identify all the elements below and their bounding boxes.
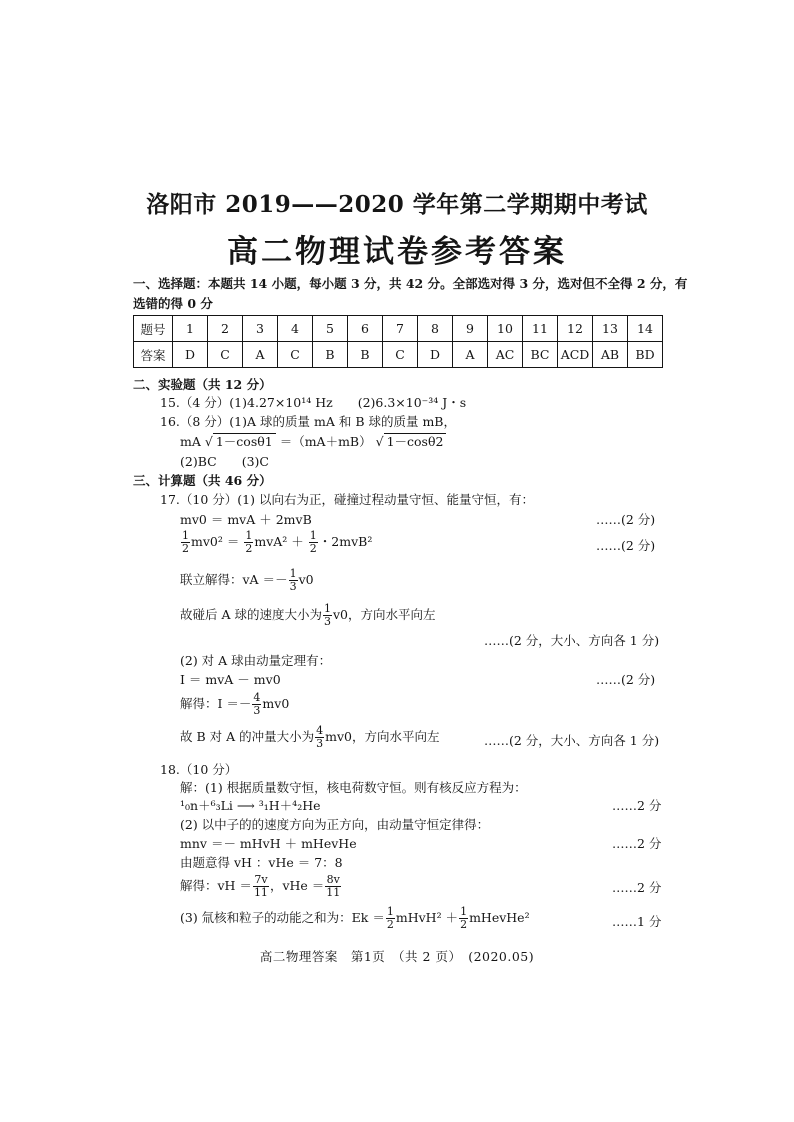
table-cell: 12 [558, 316, 593, 342]
table-cell: 5 [313, 316, 348, 342]
table-cell: 7 [383, 316, 418, 342]
table-cell: ACD [558, 342, 593, 368]
fraction: $\frac{4}{3}$ [253, 691, 261, 717]
q17-conclusion: 故碰后 A 球的速度大小为 $\frac{1}{3}$ v0，方向水平向左 [180, 602, 436, 628]
fraction: $\frac{1}{2}$ [245, 529, 253, 555]
table-cell: 9 [453, 316, 488, 342]
score-mark: ……(2 分) [596, 672, 656, 687]
section1-heading-line2: 选错的得 0 分 [133, 296, 213, 311]
q17-eq3: I ＝ mvA － mv0 [180, 672, 281, 687]
table-cell: 13 [593, 316, 628, 342]
q18-part2: (2) 以中子的的速度方向为正方向，由动量守恒定律得： [180, 817, 490, 832]
table-cell: D [173, 342, 208, 368]
section2-heading: 二、实验题（共 12 分） [133, 377, 272, 392]
fraction: $\frac{7v}{11}$ [253, 873, 268, 899]
score-mark: ……(2 分) [596, 538, 656, 553]
score-mark: ……2 分 [612, 880, 662, 895]
table-cell: 8 [418, 316, 453, 342]
q16-line3: (2)BC (3)C [180, 454, 269, 469]
table-cell: C [383, 342, 418, 368]
table-cell: A [243, 342, 278, 368]
fraction: $\frac{1}{2}$ [386, 905, 394, 931]
table-cell: 4 [278, 316, 313, 342]
table-cell: B [348, 342, 383, 368]
table-cell: 1 [173, 316, 208, 342]
answer-table [133, 315, 663, 368]
table-cell: C [278, 342, 313, 368]
section1-heading-line1: 一、选择题：本题共 14 小题，每小题 3 分，共 42 分。全部选对得 3 分，选对但不全得 2 分，有 [133, 276, 688, 291]
q17-eq2: $\frac{1}{2}$ mv0² ＝ $\frac{1}{2}$ mvA² ＋ $\frac{1}{2}$ ・2mvB² [182, 529, 373, 555]
exam-title: 洛阳市 2019——2020 学年第二学期期中考试 [146, 191, 648, 218]
q15-answer: 15.（4 分）(1)4.27×10¹⁴ Hz (2)6.3×10⁻³⁴ J・s [160, 395, 467, 410]
table-cell: B [313, 342, 348, 368]
table-cell: 11 [523, 316, 558, 342]
q17-eq4: 解得：I ＝－ $\frac{4}{3}$ mv0 [180, 691, 290, 717]
table-cell: 3 [243, 316, 278, 342]
table-cell: 10 [488, 316, 523, 342]
fraction: $\frac{1}{2}$ [309, 529, 317, 555]
table-cell: D [418, 342, 453, 368]
q18-part3: (3) 氚核和粒子的动能之和为：Ek ＝ $\frac{1}{2}$ mHvH² ＋ $\frac{1}{2}$ mHevHe² [180, 905, 530, 931]
score-mark: ……2 分 [612, 836, 662, 851]
q16-line2: mA √ 1－cosθ1 ＝（mA＋mB） √ 1－cosθ2 [180, 432, 446, 450]
fraction: $\frac{1}{3}$ [289, 567, 297, 593]
q16-term: mA [180, 434, 201, 449]
table-row-numbers [134, 316, 663, 342]
table-cell: A [453, 342, 488, 368]
q18-reaction: ¹₀n＋⁶₃Li ⟶ ³₁H＋⁴₂He [180, 798, 321, 813]
fraction: $\frac{1}{3}$ [323, 602, 331, 628]
q17-eq1: mv0 ＝ mvA ＋ 2mvB [180, 512, 312, 527]
fraction: $\frac{1}{2}$ [460, 905, 468, 931]
q17-solve: 联立解得：vA ＝－ $\frac{1}{3}$ v0 [180, 567, 314, 593]
q16-sqrt2: 1－cosθ2 [384, 433, 447, 449]
q16-sqrt1: 1－cosθ1 [213, 433, 276, 449]
table-cell: 14 [628, 316, 663, 342]
q16-term: ＝（mA＋mB） [279, 434, 372, 449]
table-cell: AC [488, 342, 523, 368]
table-row-answers [134, 342, 663, 368]
score-mark: ……1 分 [612, 914, 662, 929]
q18-ratio: 由题意得 vH ：vHe ＝ 7：8 [180, 855, 343, 870]
score-mark: ……(2 分，大小、方向各 1 分) [484, 633, 660, 648]
q18-part1: 解：(1) 根据质量数守恒，核电荷数守恒。则有核反应方程为： [180, 780, 527, 795]
q17-part2: (2) 对 A 球由动量定理有： [180, 653, 332, 668]
q18-solve: 解得：vH ＝ $\frac{7v}{11}$ ，vHe ＝ $\frac{8v}{11}$ [180, 873, 341, 899]
q17-intro: 17.（10 分）(1) 以向右为正，碰撞过程动量守恒、能量守恒，有： [160, 492, 534, 507]
table-cell: BD [628, 342, 663, 368]
q17-final: 故 B 对 A 的冲量大小为 $\frac{4}{3}$ mv0，方向水平向左 [180, 724, 440, 750]
table-row-label: 答案 [134, 342, 173, 368]
score-mark: ……(2 分) [596, 512, 656, 527]
q16-line1: 16.（8 分）(1)A 球的质量 mA 和 B 球的质量 mB， [160, 414, 456, 429]
score-mark: ……2 分 [612, 798, 662, 813]
fraction: $\frac{4}{3}$ [316, 724, 324, 750]
q18-eq1: mnv ＝－ mHvH ＋ mHevHe [180, 836, 357, 851]
table-cell: BC [523, 342, 558, 368]
table-cell: 2 [208, 316, 243, 342]
section3-heading: 三、计算题（共 46 分） [133, 473, 272, 488]
fraction: $\frac{8v}{11}$ [326, 873, 341, 899]
table-cell: C [208, 342, 243, 368]
page-footer: 高二物理答案 第1页 （共 2 页） (2020.05) [259, 949, 535, 964]
answer-key-title: 高二物理试卷参考答案 [227, 234, 567, 270]
fraction: $\frac{1}{2}$ [182, 529, 189, 555]
table-cell: 6 [348, 316, 383, 342]
score-mark: ……(2 分，大小、方向各 1 分) [484, 733, 660, 748]
q18-intro: 18.（10 分） [160, 762, 238, 777]
table-cell: AB [593, 342, 628, 368]
table-row-label: 题号 [134, 316, 173, 342]
